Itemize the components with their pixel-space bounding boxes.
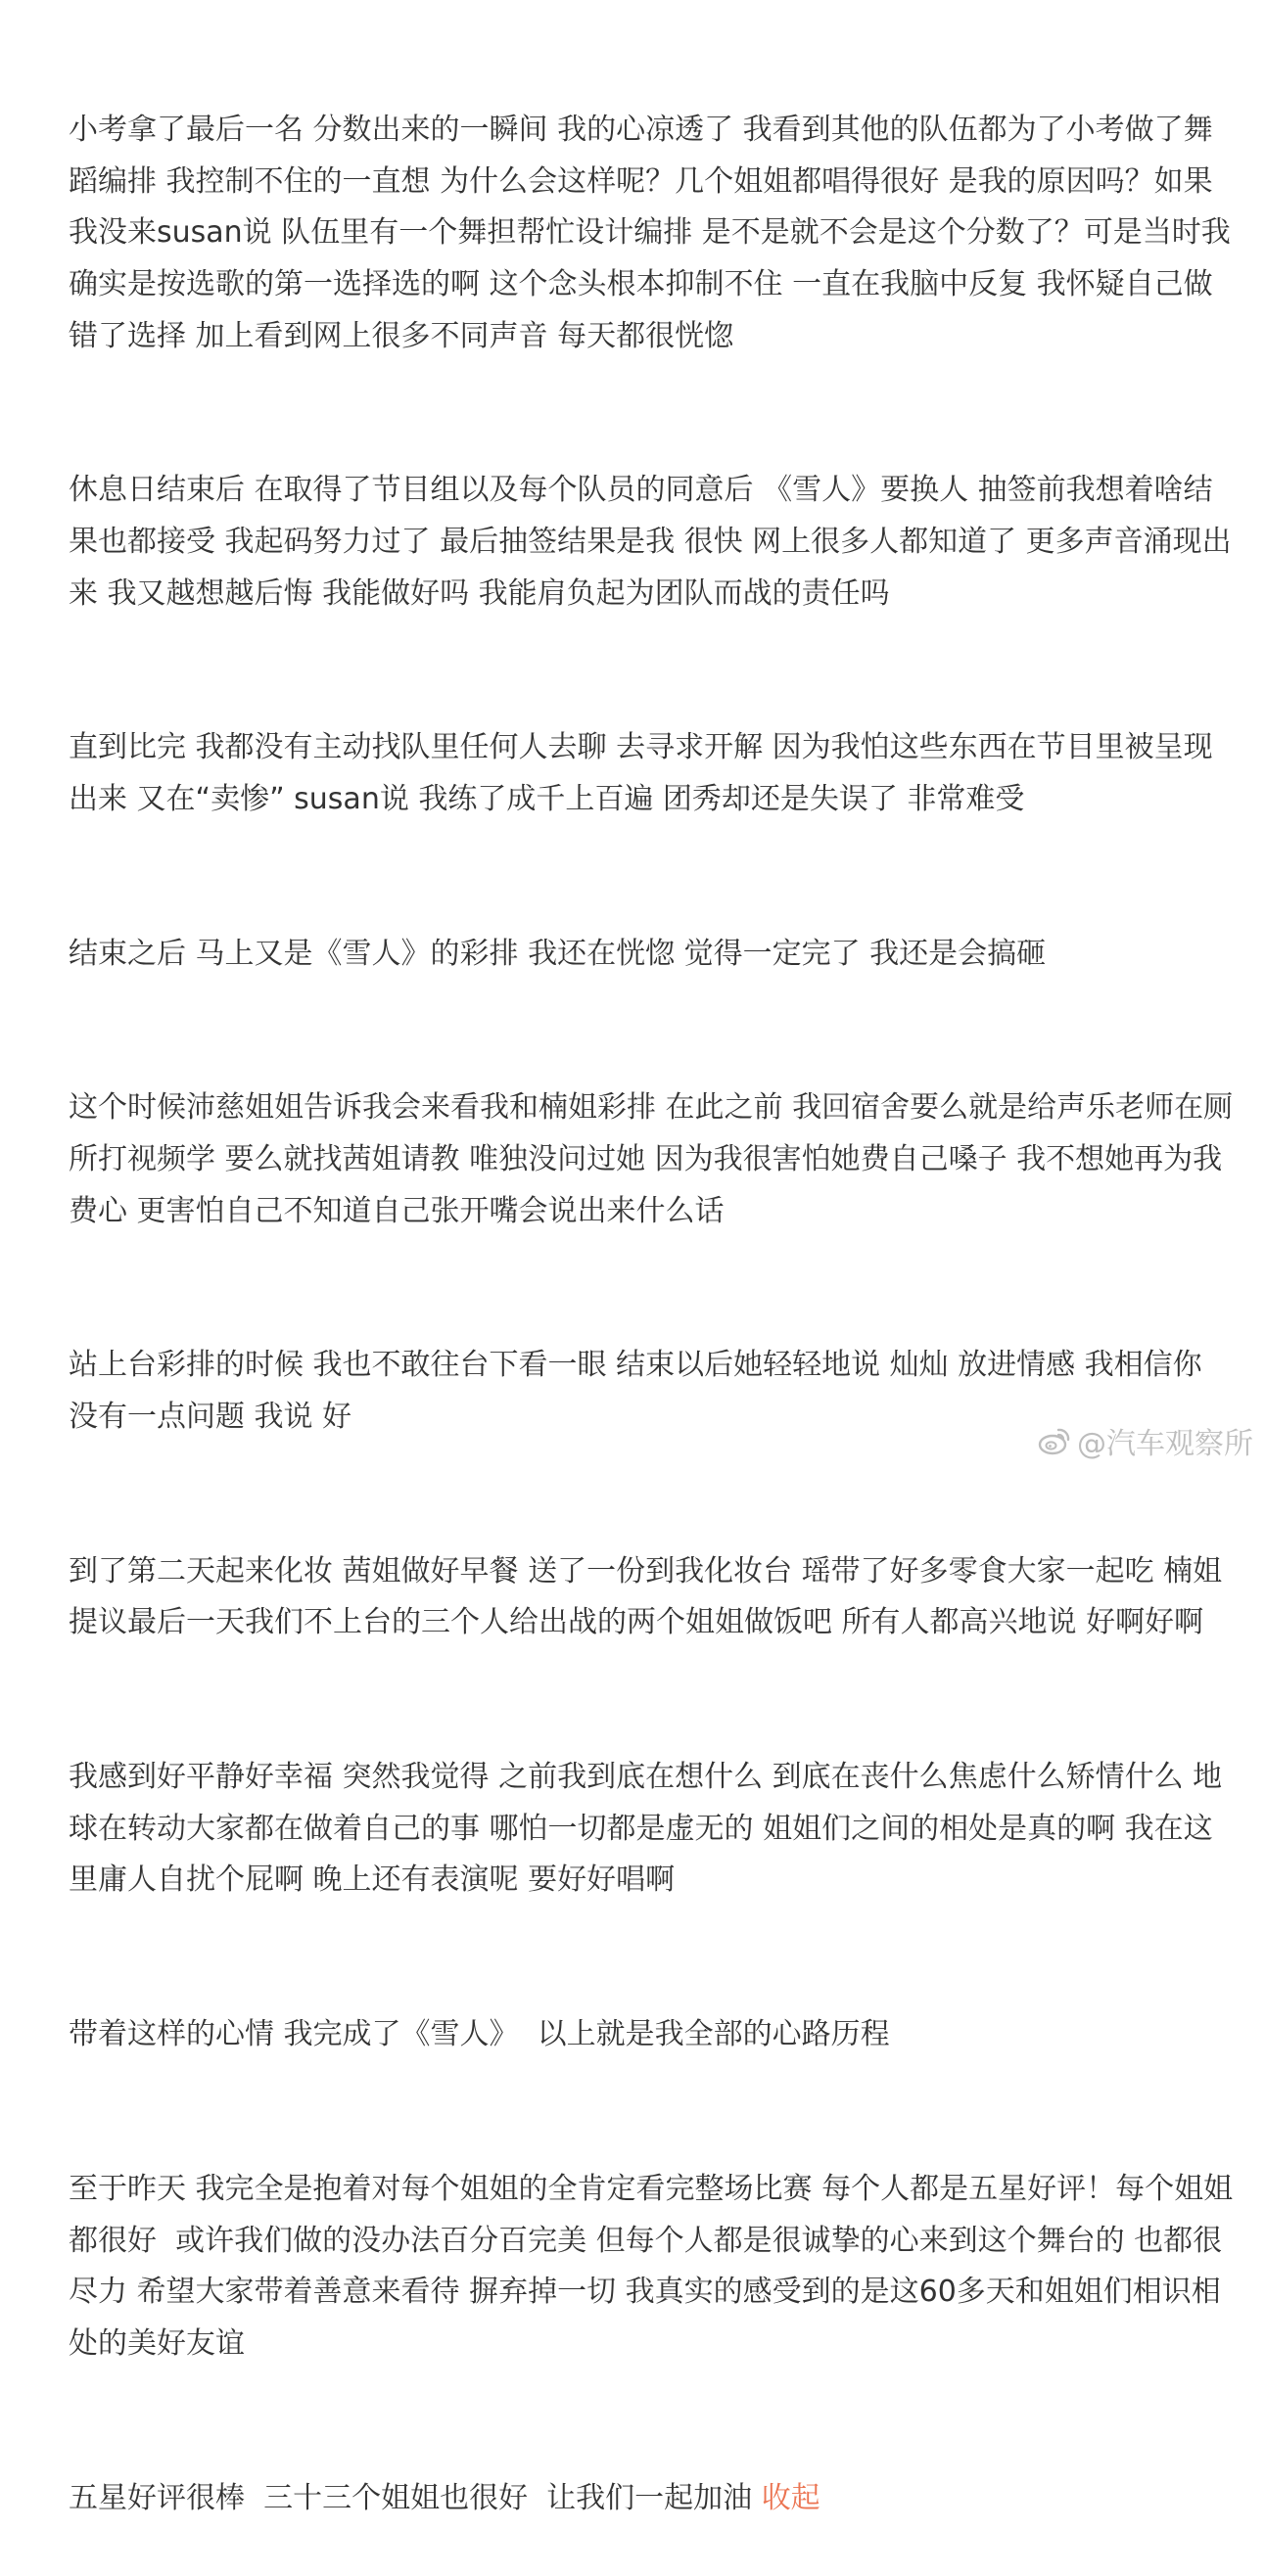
post-paragraph-6: 站上台彩排的时候 我也不敢往台下看一眼 结束以后她轻轻地说 灿灿 放进情感 我相信你 没有一点问题 我说 好 [69, 1348, 1212, 1435]
post-last-line [69, 2473, 1234, 2525]
post-paragraph-1: 小考拿了最后一名 分数出来的一瞬间 我的心凉透了 我看到其他的队伍都为了小考做了舞蹈编排 我控制不住的一直想 为什么会这样呢？几个姐姐都唱得很好 是我的原因吗？如果我没来susan说 队伍里有一个舞担帮忙设计编排 是不是就不会是这个分数了？可是当时我确实是按选歌的第一选择选的啊 这个念头根本抑制不住 一直在我脑中反复 我怀疑自己做错了选择 加上看到网上很多不同声音 每天都很恍惚 [69, 113, 1231, 353]
post-paragraph-8: 我感到好平静好幸福 突然我觉得 之前我到底在想什么 到底在丧什么焦虑什么矫情什么 地球在转动大家都在做着自己的事 哪怕一切都是虚无的 姐姐们之间的相处是真的啊 我在这里庸人自扰个屁啊 晚上还有表演呢 要好好唱啊 [69, 1760, 1223, 1898]
post-paragraph-5: 这个时候沛慈姐姐告诉我会来看我和楠姐彩排 在此之前 我回宿舍要么就是给声乐老师在厕所打视频学 要么就找茜姐请教 唯独没问过她 因为我很害怕她费自己嗓子 我不想她再为我费心 更害怕自己不知道自己张开嘴会说出来什么话 [69, 1090, 1234, 1228]
weibo-icon [1038, 1426, 1071, 1455]
post-last-line-text: 五星好评很棒 三十三个姐姐也很好 让我们一起加油 [69, 2480, 762, 2515]
post-paragraph-4: 结束之后 马上又是《雪人》的彩排 我还在恍惚 觉得一定完了 我还是会搞砸 [69, 936, 1047, 971]
post-body [69, 2, 1234, 2576]
watermark-text: @汽车观察所 [1077, 1427, 1253, 1461]
watermark [1038, 1419, 1253, 1462]
post-paragraph-10: 至于昨天 我完全是抱着对每个姐姐的全肯定看完整场比赛 每个人都是五星好评！每个姐姐都很好 或许我们做的没办法百分百完美 但每个人都是很诚挚的心来到这个舞台的 也都很尽力 希望大家带着善意来看待 摒弃掉一切 我真实的感受到的是这60多天和姐姐们相识相处的美好友谊 [69, 2171, 1234, 2361]
post-paragraph-3: 直到比完 我都没有主动找队里任何人去聊 去寻求开解 因为我怕这些东西在节目里被呈现出来 又在“卖惨” susan说 我练了成千上百遍 团秀却还是失误了 非常难受 [69, 730, 1213, 816]
post-paragraph-2: 休息日结束后 在取得了节目组以及每个队员的同意后 《雪人》要换人 抽签前我想着啥结果也都接受 我起码努力过了 最后抽签结果是我 很快 网上很多人都知道了 更多声音涌现出来 我又越想越后悔 我能做好吗 我能肩负起为团队而战的责任吗 [69, 473, 1232, 611]
post-paragraph-7: 到了第二天起来化妆 茜姐做好早餐 送了一份到我化妆台 瑶带了好多零食大家一起吃 楠姐提议最后一天我们不上台的三个人给出战的两个姐姐做饭吧 所有人都高兴地说 好啊好啊 [69, 1553, 1223, 1640]
collapse-link[interactable]: 收起 [761, 2480, 820, 2515]
post-paragraph-9: 带着这样的心情 我完成了《雪人》 以上就是我全部的心路历程 [69, 2017, 890, 2052]
